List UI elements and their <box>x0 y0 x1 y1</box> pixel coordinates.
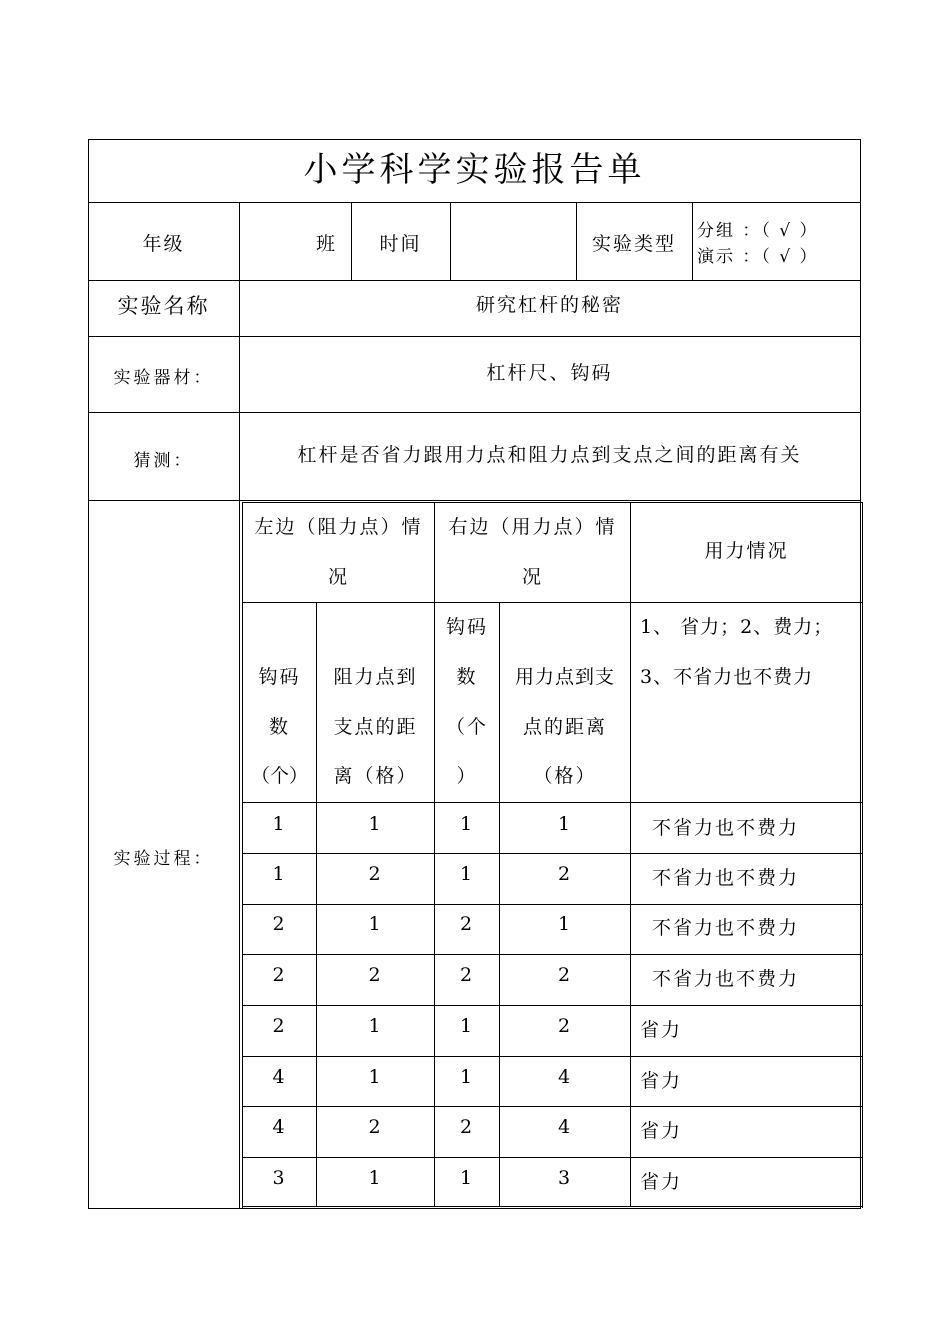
right-distance-header: 用力点到支 <box>514 666 615 688</box>
left-distance-header: 支点的距 <box>333 716 418 738</box>
cell-left-distance: 1 <box>368 813 383 835</box>
right-distance-header: 点的距离 <box>522 716 607 738</box>
cell-left-count: 3 <box>272 1167 287 1189</box>
experiment-name-value: 研究杠杆的秘密 <box>475 294 623 316</box>
cell-right-distance: 1 <box>557 813 573 835</box>
cell-right-count: 2 <box>459 913 475 935</box>
row-divider <box>242 1005 862 1006</box>
cell-left-count: 4 <box>272 1066 287 1088</box>
left-count-header: 数 <box>268 716 290 738</box>
cell-right-count: 1 <box>459 813 475 835</box>
force-legend: 3、不省力也不费力 <box>640 666 814 688</box>
cell-right-count: 1 <box>459 863 475 885</box>
border-bottom <box>88 1208 861 1209</box>
row-divider <box>242 954 862 955</box>
grade-label: 年级 <box>142 233 185 255</box>
cell-left-distance: 2 <box>368 964 383 986</box>
type-demo-option: 演示 ：（ √ ） <box>697 247 819 267</box>
border-right <box>860 139 861 1209</box>
table-border-right <box>862 502 863 1208</box>
cell-left-count: 1 <box>272 813 287 835</box>
force-header: 用力情况 <box>704 540 789 562</box>
border-guess-bottom <box>88 500 861 501</box>
cell-left-distance: 1 <box>368 1015 383 1037</box>
cell-right-distance: 2 <box>557 964 573 986</box>
border-equipment-bottom <box>88 412 861 413</box>
time-label: 时间 <box>379 233 422 255</box>
right-count-header: ） <box>456 765 478 787</box>
table-border-left <box>242 502 243 1208</box>
left-side-header-cont: 况 <box>327 566 349 588</box>
left-count-header: （个） <box>250 765 308 787</box>
row-divider <box>242 853 862 854</box>
right-count-header: 数 <box>456 666 478 688</box>
cell-force: 不省力也不费力 <box>652 917 800 939</box>
cell-right-distance: 4 <box>557 1116 573 1138</box>
cell-right-count: 1 <box>459 1015 475 1037</box>
cell-right-count: 1 <box>459 1167 475 1189</box>
row-divider <box>242 1157 862 1158</box>
cell-force: 不省力也不费力 <box>652 968 800 990</box>
cell-right-count: 2 <box>459 964 475 986</box>
right-count-header: 钩码 <box>445 616 488 638</box>
class-label: 班 <box>316 233 338 255</box>
left-count-header: 钩码 <box>258 666 301 688</box>
right-distance-header: （格） <box>533 765 597 787</box>
row-divider <box>242 1106 862 1107</box>
row-divider <box>242 904 862 905</box>
left-distance-header: 离（格） <box>333 765 418 787</box>
cell-left-count: 4 <box>272 1116 287 1138</box>
border-name-bottom <box>88 336 861 337</box>
border-header-bottom <box>88 280 861 281</box>
cell-left-distance: 2 <box>368 1116 383 1138</box>
experiment-type-label: 实验类型 <box>591 233 676 255</box>
right-side-header-cont: 况 <box>521 566 543 588</box>
cell-right-distance: 2 <box>557 1015 573 1037</box>
cell-left-count: 2 <box>272 913 287 935</box>
cell-left-count: 2 <box>272 964 287 986</box>
table-border-bottom <box>242 1206 862 1207</box>
right-side-header: 右边（用力点）情 <box>448 516 617 538</box>
force-legend: 1、 省力；2、费力； <box>640 616 834 638</box>
col-divider <box>630 502 631 1207</box>
cell-left-distance: 2 <box>368 863 383 885</box>
cell-left-distance: 1 <box>368 913 383 935</box>
cell-right-distance: 1 <box>557 913 573 935</box>
header-divider-2 <box>450 202 451 280</box>
cell-force: 不省力也不费力 <box>652 867 800 889</box>
cell-right-distance: 2 <box>557 863 573 885</box>
page-title: 小学科学实验报告单 <box>303 150 646 190</box>
label-column-divider <box>239 202 240 1208</box>
equipment-label: 实验器材： <box>113 368 214 388</box>
cell-left-count: 2 <box>272 1015 287 1037</box>
equipment-value: 杠杆尺、钩码 <box>486 362 613 384</box>
header-divider-4 <box>692 202 693 280</box>
cell-left-distance: 1 <box>368 1066 383 1088</box>
cell-right-distance: 4 <box>557 1066 573 1088</box>
cell-force: 省力 <box>640 1171 683 1193</box>
type-group-option: 分组 ：（ √ ） <box>697 221 819 241</box>
left-distance-header: 阻力点到 <box>333 666 418 688</box>
right-count-header: （个 <box>445 716 488 738</box>
guess-label: 猜测： <box>133 451 194 471</box>
process-label: 实验过程： <box>113 849 214 869</box>
cell-right-distance: 3 <box>557 1167 573 1189</box>
cell-left-count: 1 <box>272 863 287 885</box>
experiment-name-label: 实验名称 <box>117 294 210 318</box>
cell-force: 省力 <box>640 1019 683 1041</box>
border-title-bottom <box>88 202 861 203</box>
col-divider <box>434 502 435 1207</box>
cell-left-distance: 1 <box>368 1167 383 1189</box>
cell-right-count: 2 <box>459 1116 475 1138</box>
cell-force: 省力 <box>640 1070 683 1092</box>
cell-right-count: 1 <box>459 1066 475 1088</box>
border-top <box>88 139 861 140</box>
table-border-top <box>242 502 862 503</box>
guess-value: 杠杆是否省力跟用力点和阻力点到支点之间的距离有关 <box>297 444 802 466</box>
left-side-header: 左边（阻力点）情 <box>254 516 423 538</box>
table-subhead-divider <box>242 802 862 803</box>
cell-force: 省力 <box>640 1120 683 1142</box>
table-head-divider <box>242 602 862 603</box>
cell-force: 不省力也不费力 <box>652 817 800 839</box>
row-divider <box>242 1056 862 1057</box>
